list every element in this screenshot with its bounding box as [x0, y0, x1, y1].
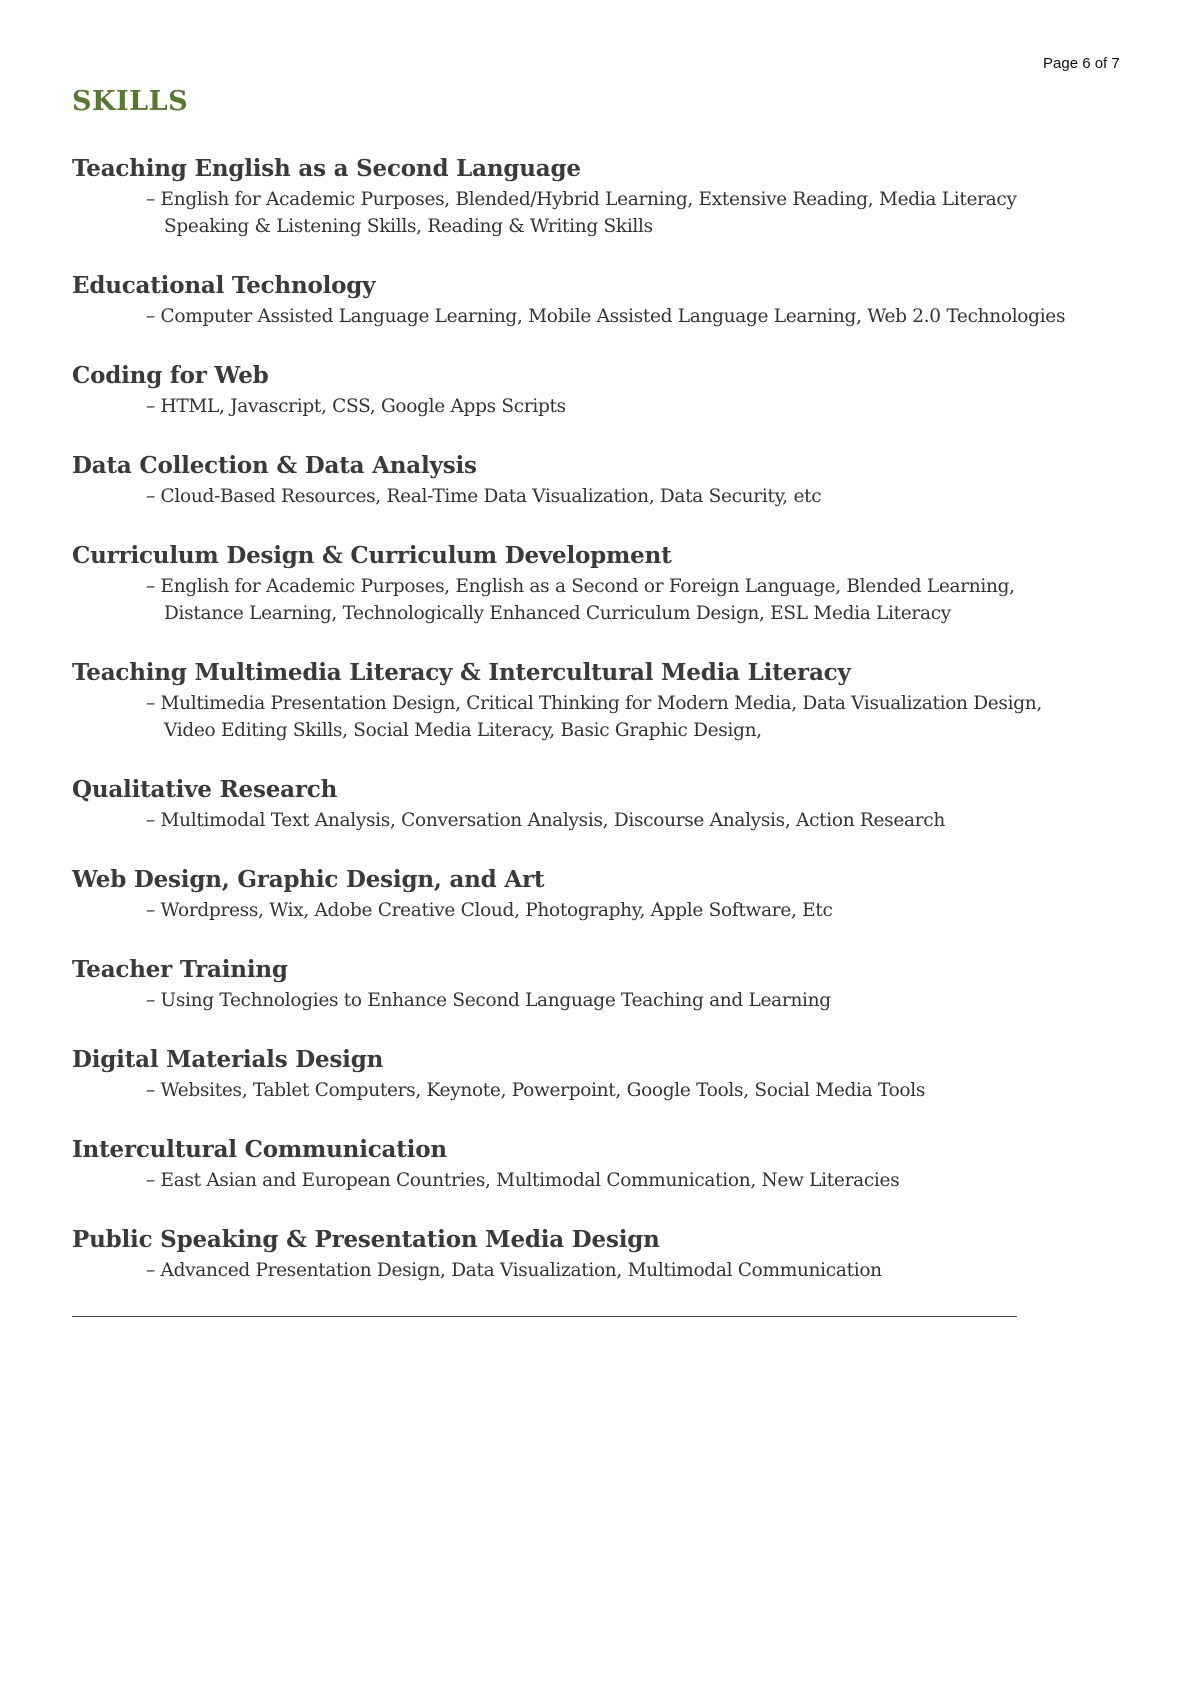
skill-detail — [72, 1077, 1112, 1104]
skill-detail-line: – Websites, Tablet Computers, Keynote, Powerpoint, Google Tools, Social Media Tools — [146, 1080, 926, 1101]
skill-detail — [72, 1257, 1112, 1284]
skill-item — [72, 1043, 1112, 1104]
skill-detail-line: – Computer Assisted Language Learning, Mobile Assisted Language Learning, Web 2.0 Technologies — [146, 306, 1066, 327]
skill-detail-line: – English for Academic Purposes, Blended/Hybrid Learning, Extensive Reading, Media Literacy — [146, 189, 1017, 210]
skill-detail — [72, 393, 1112, 420]
skill-heading: Curriculum Design & Curriculum Development — [72, 542, 672, 569]
skill-detail — [72, 573, 1112, 627]
skill-heading: Teaching Multimedia Literacy & Intercultural Media Literacy — [72, 659, 851, 686]
skill-detail-line: – Wordpress, Wix, Adobe Creative Cloud, Photography, Apple Software, Etc — [146, 900, 833, 921]
skill-item — [72, 863, 1112, 924]
skill-detail — [72, 1167, 1112, 1194]
horizontal-rule — [72, 1316, 1017, 1317]
skill-item — [72, 152, 1112, 240]
skill-detail-line: – Using Technologies to Enhance Second Language Teaching and Learning — [146, 990, 831, 1011]
skill-detail-line: – Advanced Presentation Design, Data Visualization, Multimodal Communication — [146, 1260, 882, 1281]
skill-item — [72, 359, 1112, 420]
skill-detail-line: Video Editing Skills, Social Media Literacy, Basic Graphic Design, — [164, 720, 762, 741]
skill-heading: Public Speaking & Presentation Media Design — [72, 1226, 660, 1253]
skill-item — [72, 539, 1112, 627]
skill-detail — [72, 987, 1112, 1014]
skill-item — [72, 656, 1112, 744]
skill-detail-line: Speaking & Listening Skills, Reading & Writing Skills — [164, 216, 653, 237]
skill-heading: Intercultural Communication — [72, 1136, 447, 1163]
skill-detail-line: – Multimedia Presentation Design, Critical Thinking for Modern Media, Data Visualization Design, — [146, 693, 1042, 714]
skill-heading: Teacher Training — [72, 956, 288, 983]
skill-detail — [72, 690, 1112, 744]
skill-detail-line: – HTML, Javascript, CSS, Google Apps Scripts — [146, 396, 566, 417]
skills-list — [72, 152, 1112, 1313]
skill-item — [72, 449, 1112, 510]
skill-item — [72, 1133, 1112, 1194]
skill-item — [72, 1223, 1112, 1284]
skill-item — [72, 269, 1112, 330]
skill-heading: Web Design, Graphic Design, and Art — [72, 866, 545, 893]
skill-detail — [72, 303, 1112, 330]
skill-detail-line: – East Asian and European Countries, Multimodal Communication, New Literacies — [146, 1170, 900, 1191]
skill-detail — [72, 483, 1112, 510]
skill-item — [72, 773, 1112, 834]
skill-heading: Coding for Web — [72, 362, 269, 389]
skill-heading: Educational Technology — [72, 272, 376, 299]
skill-detail — [72, 807, 1112, 834]
skill-detail-line: – Cloud-Based Resources, Real-Time Data Visualization, Data Security, etc — [146, 486, 822, 507]
skill-detail-line: – Multimodal Text Analysis, Conversation Analysis, Discourse Analysis, Action Research — [146, 810, 945, 831]
skill-detail — [72, 186, 1112, 240]
page-number: Page 6 of 7 — [1043, 55, 1120, 72]
section-title: SKILLS — [72, 86, 189, 117]
skill-item — [72, 953, 1112, 1014]
skill-heading: Data Collection & Data Analysis — [72, 452, 477, 479]
skill-detail-line: – English for Academic Purposes, English as a Second or Foreign Language, Blended Learning, — [146, 576, 1015, 597]
skill-detail-line: Distance Learning, Technologically Enhanced Curriculum Design, ESL Media Literacy — [164, 603, 951, 624]
skill-heading: Digital Materials Design — [72, 1046, 384, 1073]
skill-heading: Qualitative Research — [72, 776, 338, 803]
skill-heading: Teaching English as a Second Language — [72, 155, 581, 182]
skill-detail — [72, 897, 1112, 924]
